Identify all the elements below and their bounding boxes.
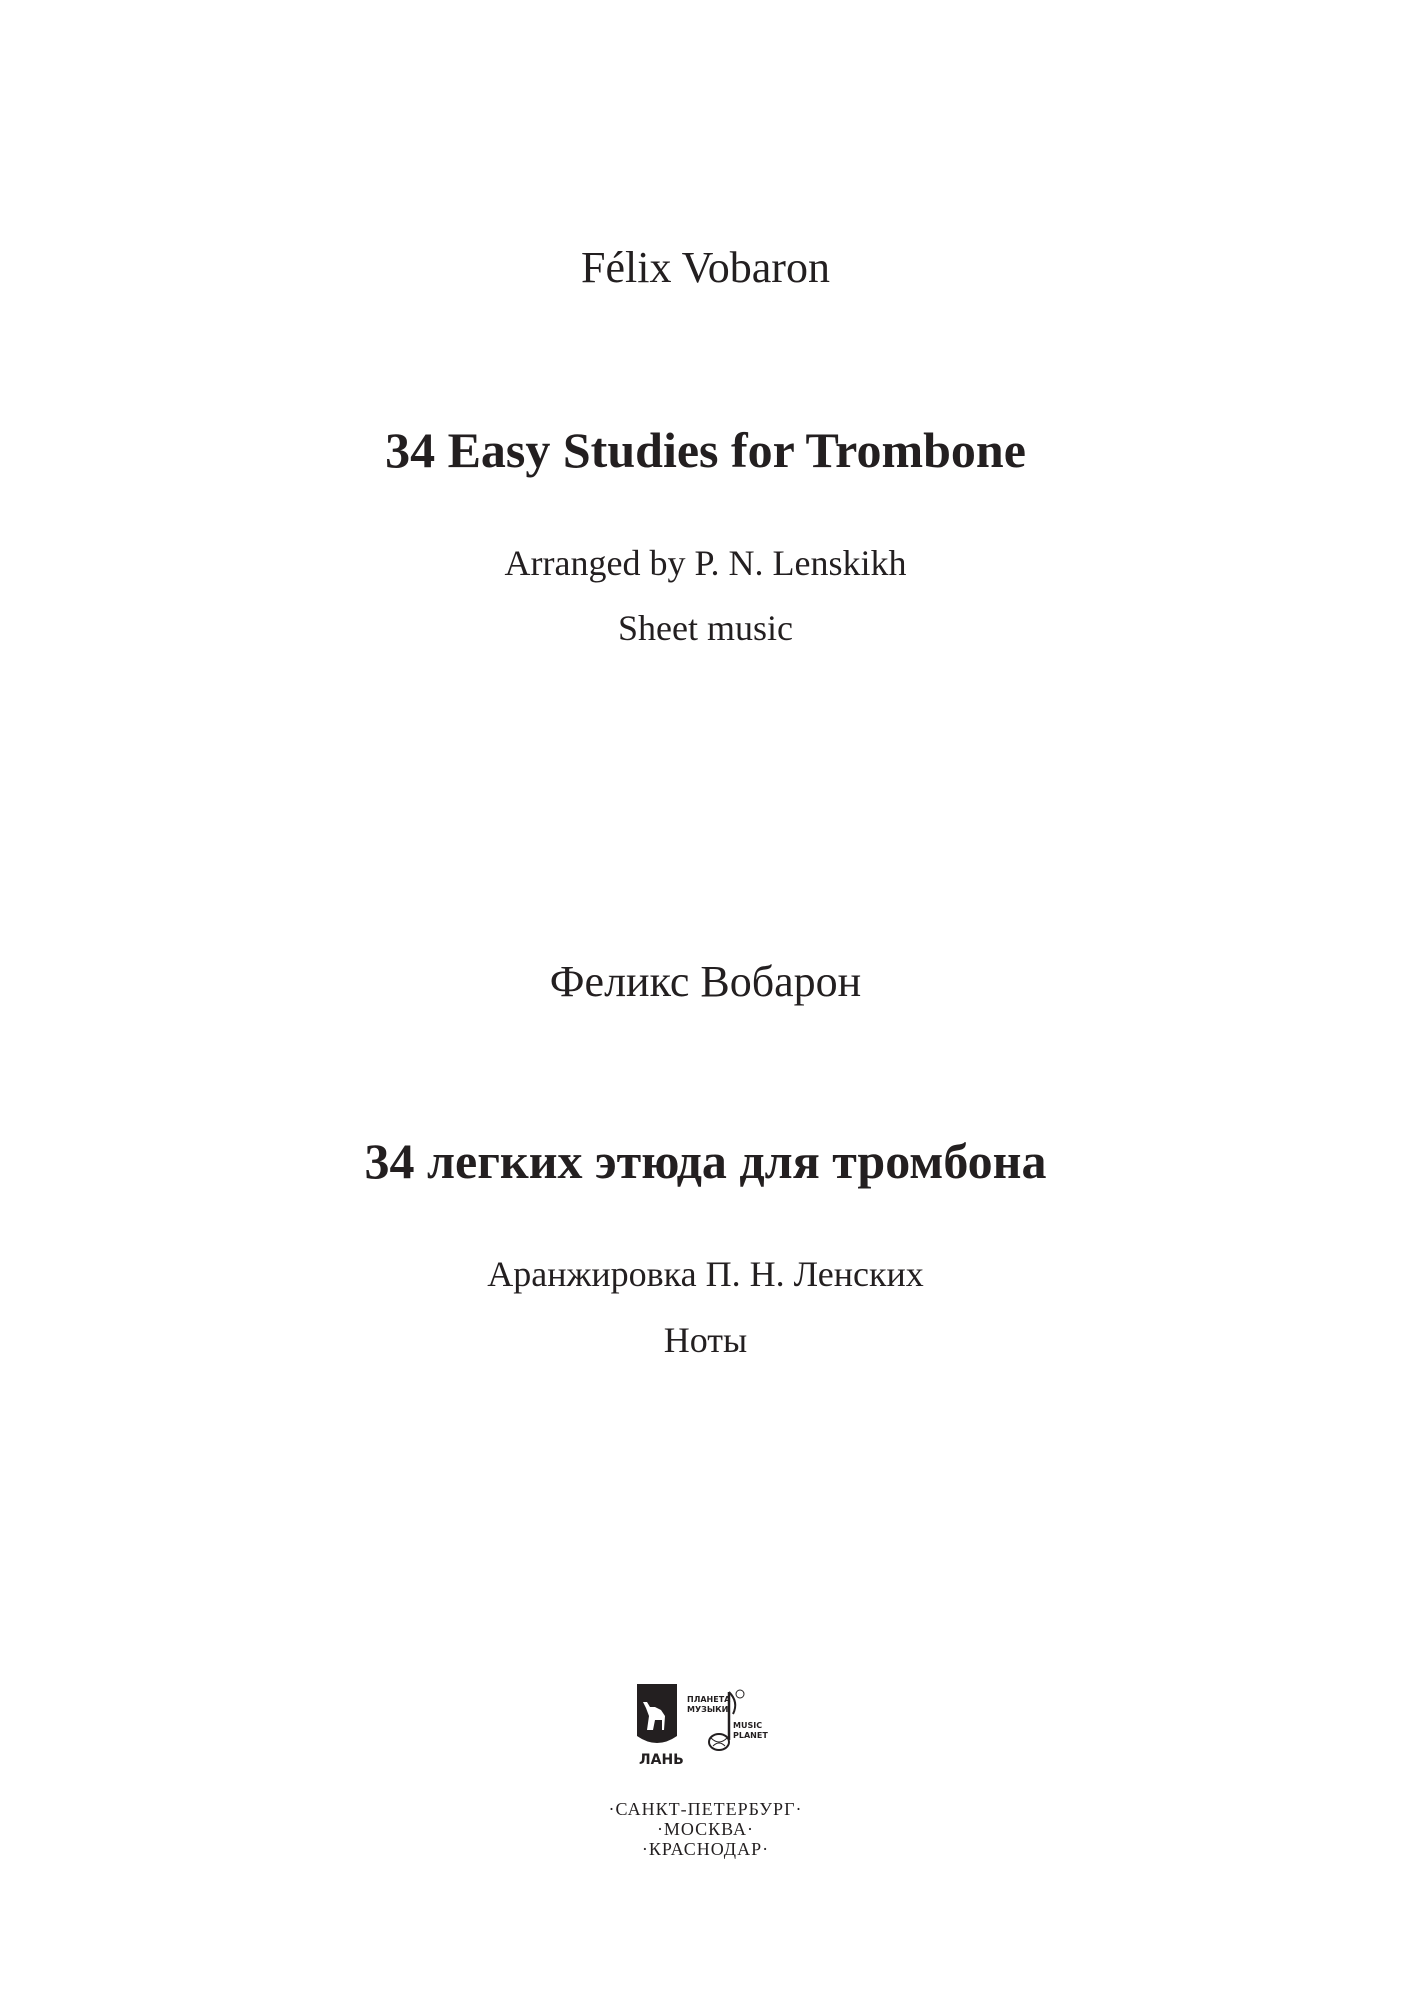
- publisher-city-moscow: ·МОСКВА·: [656, 1819, 755, 1839]
- author-name-russian: Феликс Вобарон: [549, 957, 862, 1006]
- publisher-city-krasnodar: ·КРАСНОДАР·: [641, 1839, 770, 1859]
- publication-type-russian: Ноты: [663, 1320, 748, 1360]
- planet-logo-text-ru-2: МУЗЫКИ: [687, 1705, 729, 1714]
- author-name-english: Félix Vobaron: [581, 243, 830, 292]
- book-title-russian: 34 легких этюда для тромбона: [364, 1133, 1047, 1189]
- lan-logo-text: ЛАНЬ: [639, 1752, 684, 1768]
- book-title-english: 34 Easy Studies for Trombone: [385, 422, 1026, 478]
- planet-logo-text-en-1: MUSIC: [733, 1721, 763, 1730]
- publication-type-english: Sheet music: [618, 608, 793, 648]
- arranger-russian: Аранжировка П. Н. Ленских: [487, 1254, 924, 1294]
- arranger-english: Arranged by P. N. Lenskikh: [504, 543, 907, 583]
- publisher-city-saint-petersburg: ·САНКТ-ПЕТЕРБУРГ·: [608, 1799, 803, 1819]
- lan-logo: [637, 1684, 684, 1768]
- publisher-logos: [633, 1680, 783, 1785]
- music-planet-logo: [687, 1690, 768, 1750]
- planet-logo-text-en-2: PLANET: [733, 1731, 768, 1740]
- planet-logo-text-ru-1: ПЛАНЕТА: [687, 1695, 731, 1704]
